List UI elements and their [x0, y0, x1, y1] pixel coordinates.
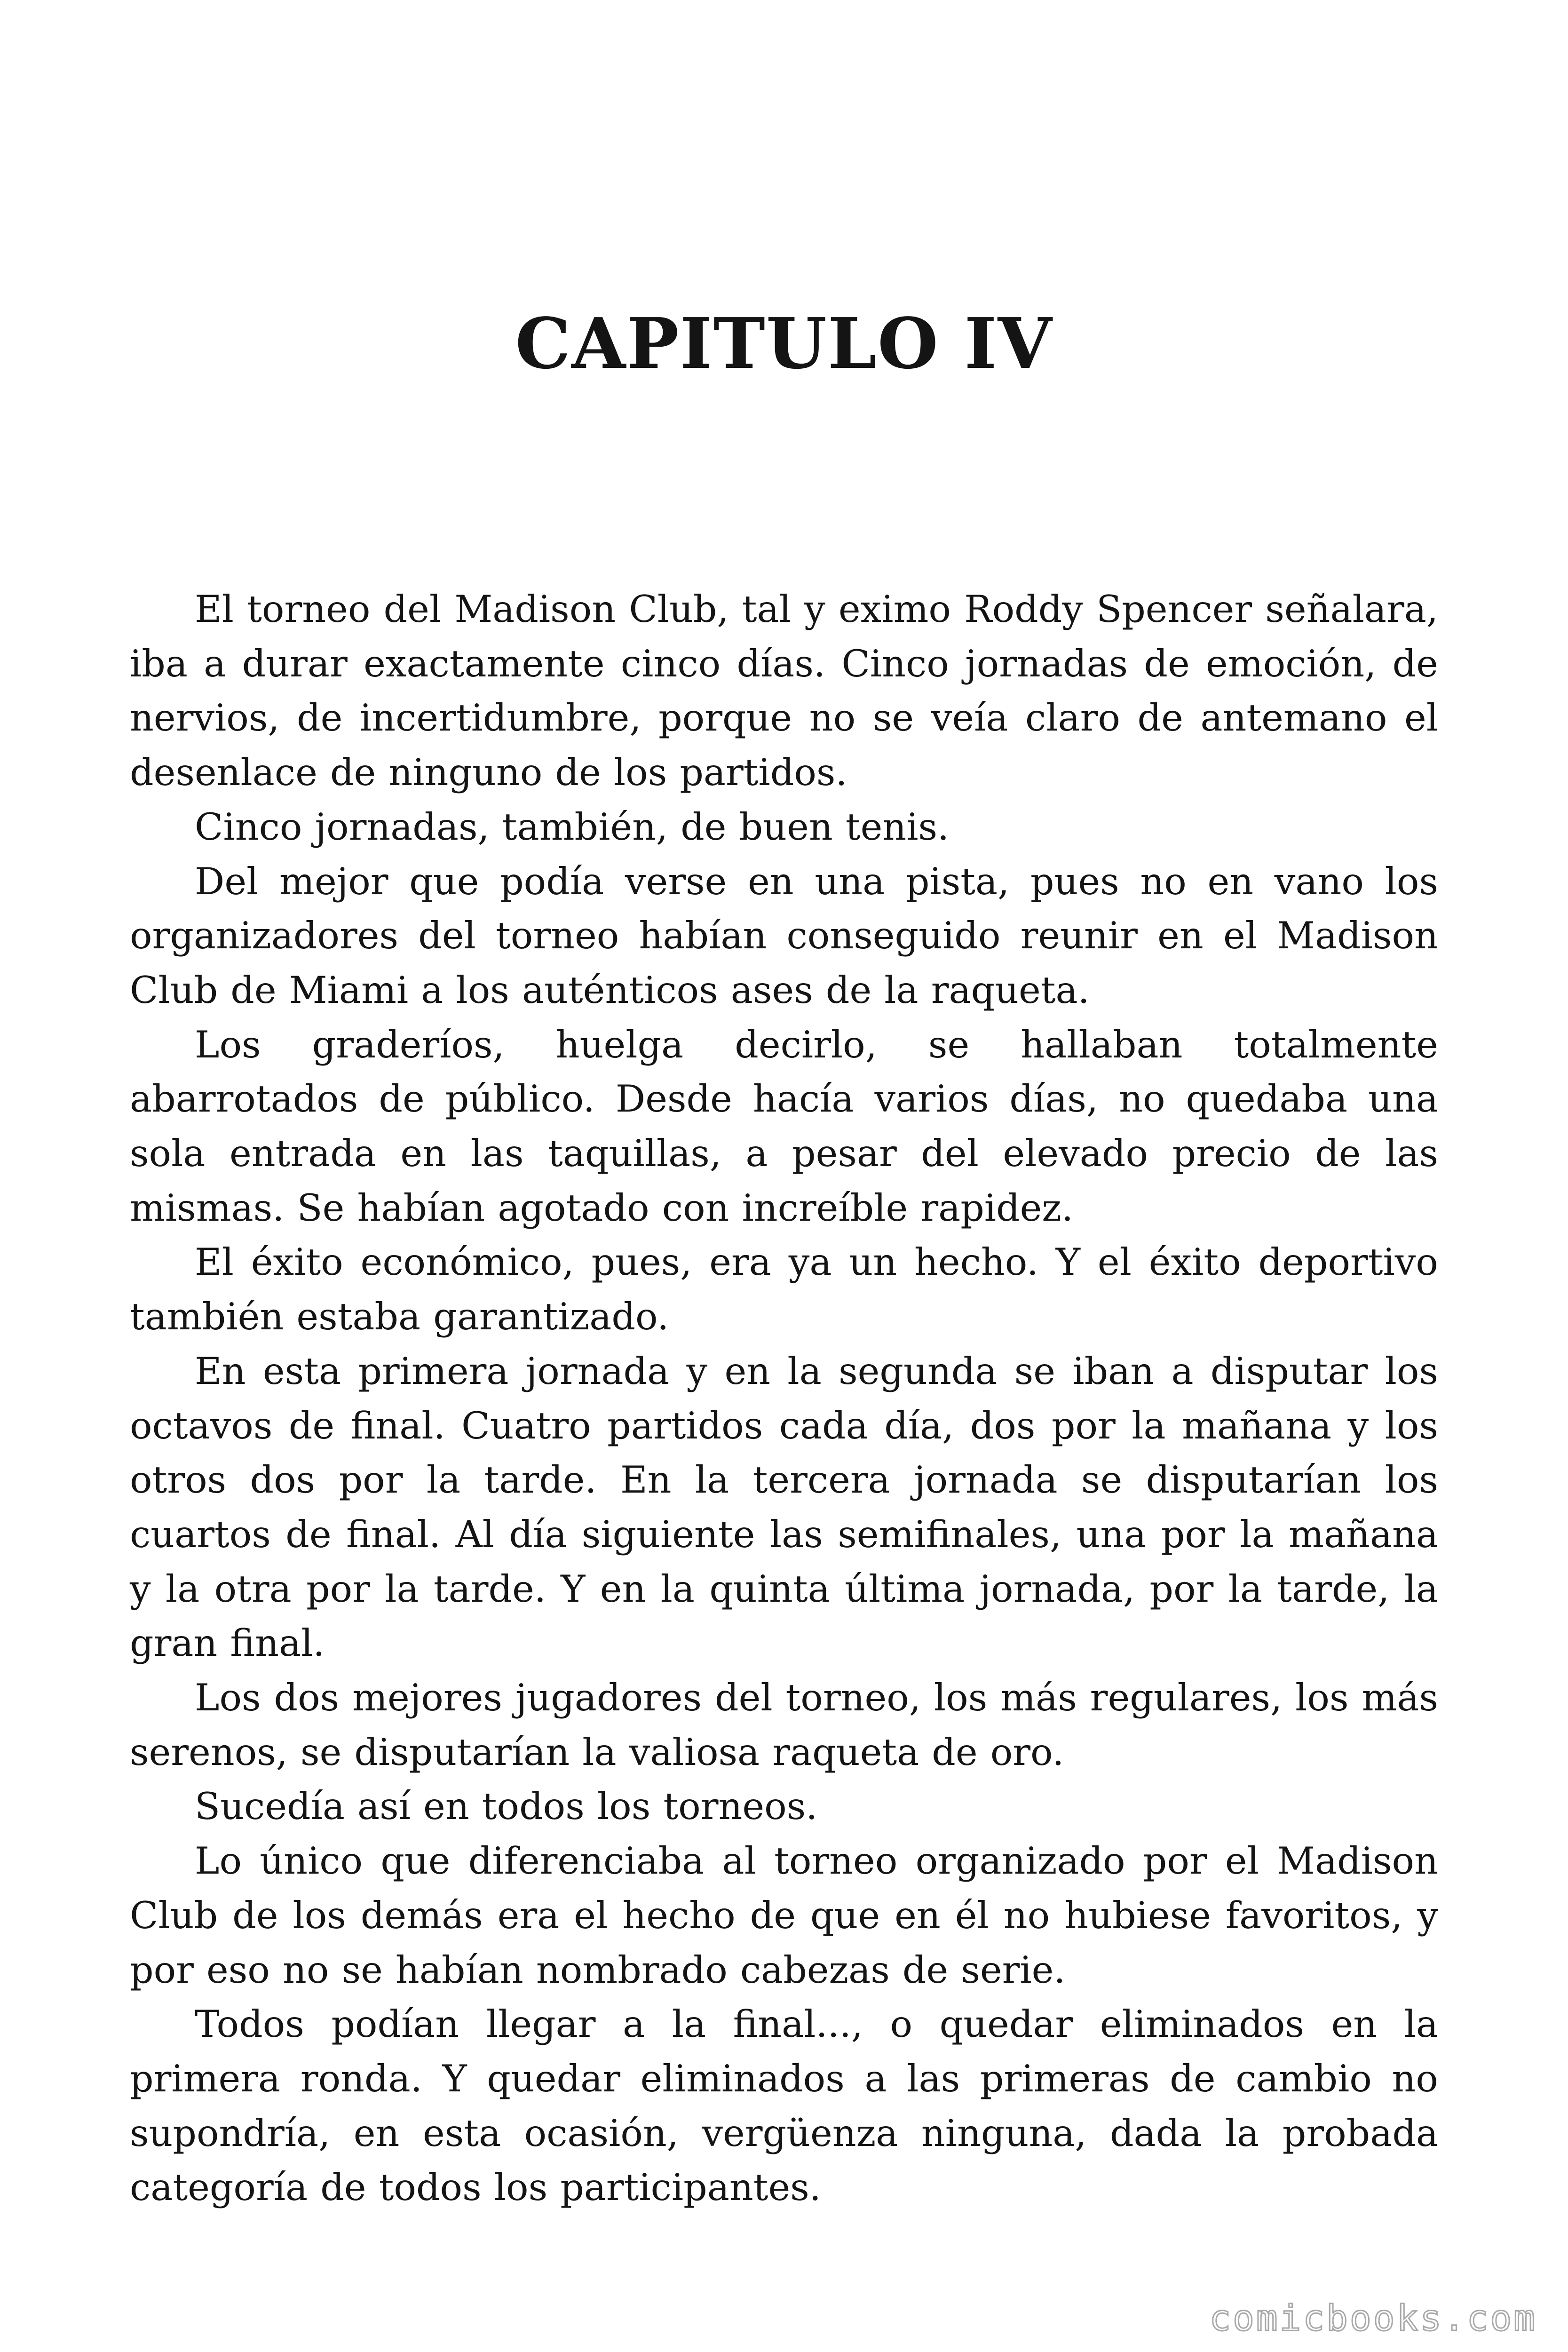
paragraph: Los graderíos, huelga decirlo, se hallaban totalmente abarrotados de público. Desde hacía varios días, no quedaba una sola entrada en las taquillas, a pesar del elevado precio de las mismas. Se habían agotado con increíble rapidez.	[130, 1023, 1438, 1230]
watermark: comicbooks.com	[1209, 2297, 1537, 2339]
paragraph: Lo único que diferenciaba al torneo organizado por el Madison Club de los demás era el hecho de que en él no hubiese favoritos, y por eso no se habían nombrado cabezas de serie.	[130, 1839, 1438, 1992]
paragraph: Cinco jornadas, también, de buen tenis.	[195, 805, 950, 849]
paragraph: En esta primera jornada y en la segunda se iban a disputar los octavos de final. Cuatro partidos cada día, dos por la mañana y los otros dos por la tarde. En la tercera jornada se disputarían los cuartos de final. Al día siguiente las semifinales, una por la mañana y la otra por la tarde. Y en la quinta última jornada, por la tarde, la gran final.	[130, 1349, 1438, 1665]
chapter-body	[130, 582, 1438, 2215]
paragraph: Los dos mejores jugadores del torneo, los más regulares, los más serenos, se disputarían la valiosa raqueta de oro.	[130, 1676, 1438, 1774]
paragraph: El éxito económico, pues, era ya un hecho. Y el éxito deportivo también estaba garantizado.	[130, 1240, 1438, 1339]
paragraph: Todos podían llegar a la final..., o quedar eliminados en la primera ronda. Y quedar eliminados a las primeras de cambio no supondría, en esta ocasión, vergüenza ninguna, dada la probada categoría de todos los participantes.	[130, 2002, 1438, 2209]
paragraph: Del mejor que podía verse en una pista, pues no en vano los organizadores del torneo habían conseguido reunir en el Madison Club de Miami a los auténticos ases de la raqueta.	[130, 859, 1438, 1012]
paragraph: Sucedía así en todos los torneos.	[195, 1785, 818, 1828]
paragraph: El torneo del Madison Club, tal y eximo Roddy Spencer señalara, iba a durar exactamente cinco días. Cinco jornadas de emoción, de nervios, de incertidumbre, porque no se veía claro de antemano el desenlace de ninguno de los partidos.	[130, 588, 1438, 795]
chapter-title: CAPITULO IV	[515, 302, 1053, 384]
